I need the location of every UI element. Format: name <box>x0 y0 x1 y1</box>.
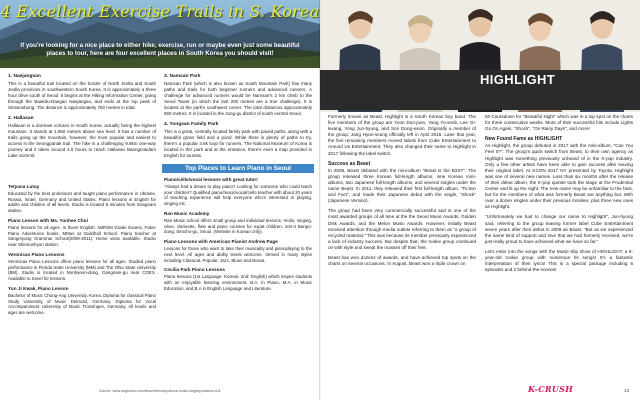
piano-column-right <box>164 177 312 296</box>
magazine-logo: K-CRUSH <box>528 384 574 394</box>
source-citation: Source: www.angloinfo.com/seoul/directory/seoul-music-singing-lessons-611 <box>99 389 221 393</box>
piano-listing-heading: Piano Lesson with Ms. Yunhee Choi <box>8 217 88 223</box>
article-column-right <box>485 114 633 277</box>
article-paragraph: M! Countdown for "Beautiful Night" which was in a top spot on the charts for three consecutive weeks. More of their successful hits include Lights Go On Again, "Shock", "On Rainy Days", and more! <box>485 114 633 132</box>
article-subheading: New Found Fame as HIGHLIGHT <box>485 136 563 143</box>
article-paragraph: "Unfortunately we had to change our name to Highlight", Jun-hyung said, referring to the group leaving former label Cube Entertainment seven years after their debut in 2009 as Beast. "But as we experienced the same kind of support and love that we had formerly received, we're just really proud to have achieved what we have so far." <box>485 214 633 244</box>
trail-heading: 2. Hallasan <box>8 116 34 121</box>
page-gutter <box>319 0 321 400</box>
trail-heading: 4. Yongsan Family Park <box>164 122 219 127</box>
trail-body: Namsan Park (which is also known as South Mountain Park) has many paths and trails for both beginner runners and advanced runners. A challenge for advanced runners would be Namsan's 2 km climb to the Seoul Tower (in which the last 200 metres are a true challenge). It is located at the park's southwest corner. The total distances approximately 860 metres. It is located in the Jung-gu district of south central Seoul. <box>164 81 312 116</box>
trails-column-right <box>164 74 312 164</box>
piano-listing-heading: Yun Ji Kwak, Piano Lesson <box>8 285 69 291</box>
article-paragraph: As Highlight, the group debuted in 2017 with the mini-album, "Can You Feel It?". The group's quick switch from Beast, to their own agency as Highlight was something previously unheard of in the K-pop industry. Only a few other artists have been able to gain success after leaving their original label. At KCON 2017 NY presented by Toyota, Highlight was one of several new names. Less than six months after the release of their debut album, the K-pop quintet took the stage at the Prudential Center and lit up the night. The new name may be unfamiliar to the fans, but for the members of what was formerly Beast are anything but. With over a dozen singles under their previous moniker, plus three new ones as Highlight. <box>485 143 633 210</box>
piano-listing-heading: Veronicas Piano Lessons <box>8 251 65 257</box>
article-paragraph: The group had been very commercially successful and is one of the most awarded groups of all time at the the Seoul Music Awards, Golden Disk Awards, and the Melon Music Awards. However, initially Beast received attention through media outlets referring to them as "a group of recycled material." This was because its member previously experienced a lack of industry success. But despite that, the rookie group continued on with style and swept the masses off their feet. <box>328 208 476 250</box>
piano-listing-body: Piano lessons for all ages. In fluent English. ABRSM Grade Exams, Faber Piano Adventures books. MMus at Guildhall School. Piano teacher at Sangmyung Grammar School(2009-2011). Home visits available. Studio near Shinnonhyun station. <box>8 224 156 248</box>
piano-listing-body: Lessons for those who want to take their musicality and pianoplaying to the next level. All ages and ability levels welcome. Versed in many styles including Classical, Popular, Jazz, Blues and Bossa. <box>164 245 312 263</box>
page-number: 13 <box>624 388 629 393</box>
piano-listing-body: Piano lessons (1st Language: Korean, 2nd: English) which inspire students with an enjoyable learning environment. B.A. in Piano, M.A. in Music Education, and B.A in English Language and Literature. <box>164 274 312 291</box>
article-paragraph: In 2009, Beast debuted with the mini-album "Beast is the B2ST". The group released three Korean full-length albums, nine Korean mini-albums, two Japanese full-length albums, and several singles under the name Beast. In 2011, they released their first full-length album, "Fiction and Fact", and made their Japanese debut with the single, "Shock" (Japanese Version). <box>328 167 476 204</box>
piano-column-left <box>8 184 156 320</box>
article-column-left <box>328 114 476 271</box>
trail-body: This is a great, centrally located family park with paved paths, along with a beautiful grass field and a pond. While there is plenty of paths to try, there's a popular 4.6k loop for runners. The National Museum of Korea is located in this park and at the entrance, there's even a map provided in English for tourists. <box>164 129 312 158</box>
article-subheading: Success as Beast <box>328 160 371 167</box>
article-intro: If you're looking for a nice place to either hike, exercise, run or maybe even just some beautiful places to tour, here are four excellent places in South Korea you should visit! <box>20 42 300 58</box>
trail-body: Hallasan is a dormant volcano in South Korea, actually being the highest mountain. It stands at 1,950 metres above sea level. It has a number of trails going up the mountain, however, the most popular and easiest to access is the Seongpanak trail. The hike is a challenging 9.6km one-way journey and it takes around 4.5 hours to reach Hallasan Baengnokdam Lake Summit. <box>8 123 156 158</box>
article-paragraph: Formerly known as Beast, Highlight is a South Korean boy band. The five members of the group are Yoon Doo-joon, Yang Yo-seob, Lee Gi-kwang, Yong Jun-hyung, and Son Dong-woon. Originally a member of the group, Jang Hyun-seung officially left in April 2016. Later that year, the five remaining members moved labels from Cube Entertainment to Around Us Entertainment. They also changed their name to Highlight in 2017 following the label switch. <box>328 114 476 156</box>
piano-listing-heading: Cecilia Park Piano Lessons <box>164 267 225 273</box>
right-page <box>320 0 640 400</box>
mountain-banner-image <box>0 0 320 68</box>
piano-listing-body: Veronicas Piano Lessons offers piano lessons for all ages. Studied piano performance in Florida State University (MM) and The Ohio State University (BM). Studio is located in Nonhyeon-dong, Gangnam-gu near COEX. Available to travel for lessons. <box>8 258 156 282</box>
trails-column-left <box>8 74 156 164</box>
piano-listing-heading: Tetyana Lutay <box>8 184 40 189</box>
band-title: HIGHLIGHT <box>480 72 556 87</box>
piano-section-banner: Top Places to Learn Piano in Seoul <box>162 164 314 173</box>
piano-listing-body: Educated by the best professors and taught piano performance in Ukraine, Russia, Israel, Germany and United States. Piano lessons in English for adults and children of all levels. Studio is located 5 minutes from Gangnam station. <box>8 190 156 214</box>
article-paragraph: Let's enter into the songs with the Music-Slip show of HIGHLIGHT, a 9-year-old rookie group with numerous hit songs! It's a fantastic interpretation of their lyrics! This is a special package including 6 episodes and 2 behind-the-scenes! <box>485 248 633 273</box>
piano-listing-heading: Piano Lessons with American Pianist Andrew Page <box>164 239 278 245</box>
trail-heading: 3. Namsan Park <box>164 74 201 79</box>
piano-listing-body: "Always had a dream to play piano? Looking for someone who could teach your children? Qualified piano/music/vocal/cello teacher with about 20 years of teaching experience will help everyone who's interested in playing, singing etc. <box>164 183 312 207</box>
piano-listing-heading: Ran Music Academy <box>164 210 210 216</box>
piano-listing-body: Ran Music school offers small group and individual lessons. Violin, singing, oboe, clarinette, flute and piano courses for expat children. 104-4 Banpo-dong, Seocho-gu, Seoul. (Website in Korean only). <box>164 217 312 235</box>
piano-listing-heading: Piano/cello/vocal lessons with great tutor! <box>164 177 258 182</box>
piano-listing-body: Bachelor of Music Chung-Ang University, Korea. Diploma for classical Piano Study University of Music Detmold, Germany. Diploma for Vocal Accompaniment University of Music Trossingen, Germany. All levels and ages are welcome. <box>8 292 156 316</box>
trail-heading: 1. Naejangsan <box>8 74 41 79</box>
article-paragraph: Beast has won dozens of awards, and have achieved top spots on the charts on several occasions. In August, Beast won a triple crown on <box>328 254 476 267</box>
trail-body: This is a beautiful trail located on the border of North Jeolla and South Jeolla provinces in southwestern South Korea. It is approximately a three hour drive south of Seoul. It begins at the Hiking Information Center, going through the Baekdu-Daegan Naejangsa, and ends at the top peak of Sinseonbong. The distance is approximately 760 metres in total. <box>8 81 156 110</box>
article-title: 4 Excellent Exercise Trails in S. Korea <box>0 2 320 21</box>
band-group-photo <box>320 0 640 112</box>
